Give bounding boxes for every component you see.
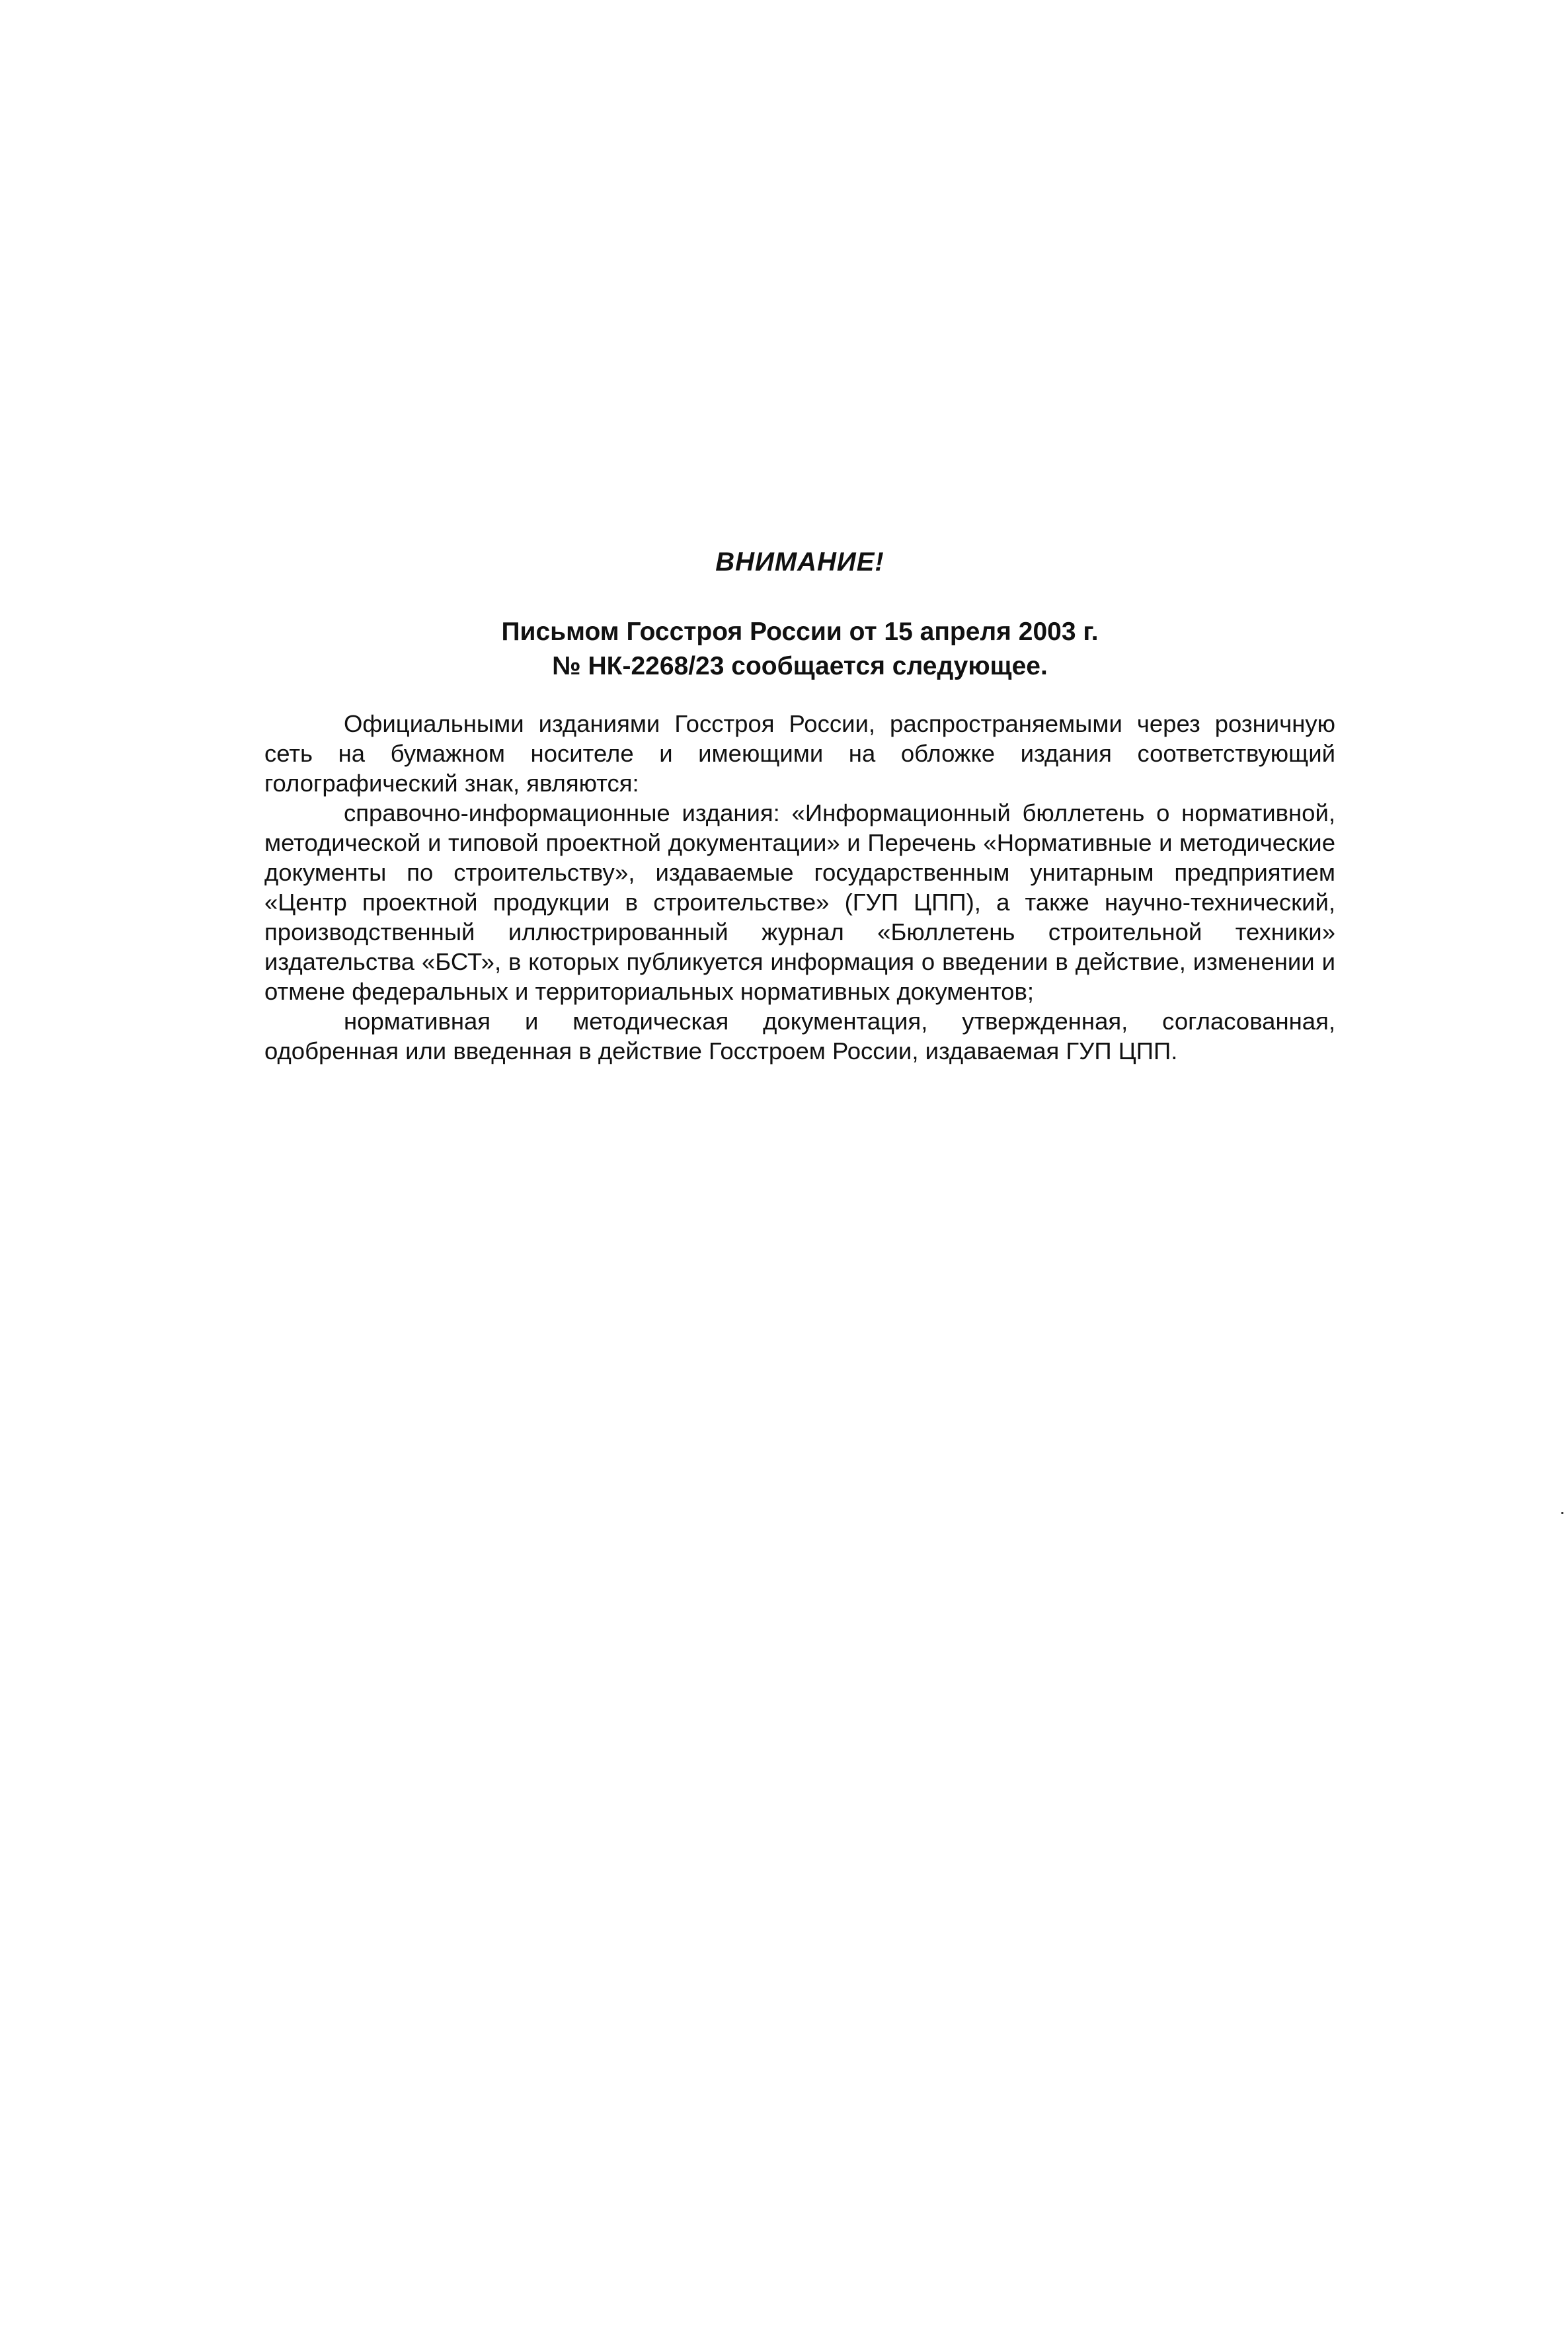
notice-paragraph-official-editions: Официальными изданиями Госстроя России, распространяемыми через розничную сеть на бумажном носителе и имеющими на обложке издания соответствующий голографический знак, являются: xyxy=(264,710,1335,797)
notice-paragraph-reference-editions: справочно-информационные издания: «Информационный бюллетень о нормативной, методической и типовой проектной документации» и Перечень «Нормативные и методические документы по строительству», издаваемые государственным унитарным предприятием «Центр проектной продукции в строительстве» (ГУП ЦПП), а также научно-технический, производственный иллюстрированный журнал «Бюллетень строительной техники» издательства «БСТ», в которых публикуется информация о введении в действие, изменении и отмене федеральных и территориальных нормативных документов; xyxy=(264,799,1335,1005)
notice-block xyxy=(264,542,1335,1066)
notice-subheading-line-1: Письмом Госстроя России от 15 апреля 2003 г. xyxy=(501,618,1099,646)
notice-subheading-line-2: № НК-2268/23 сообщается следующее. xyxy=(552,652,1048,680)
scan-speck xyxy=(1561,1512,1563,1514)
notice-subheading xyxy=(264,615,1335,684)
notice-paragraph-normative-docs: нормативная и методическая документация, утвержденная, согласованная, одобренная или введенная в действие Госстроем России, издаваемая ГУП ЦПП. xyxy=(264,1008,1335,1065)
notice-heading: ВНИМАНИЕ! xyxy=(715,547,884,577)
notice-body xyxy=(264,709,1335,1066)
